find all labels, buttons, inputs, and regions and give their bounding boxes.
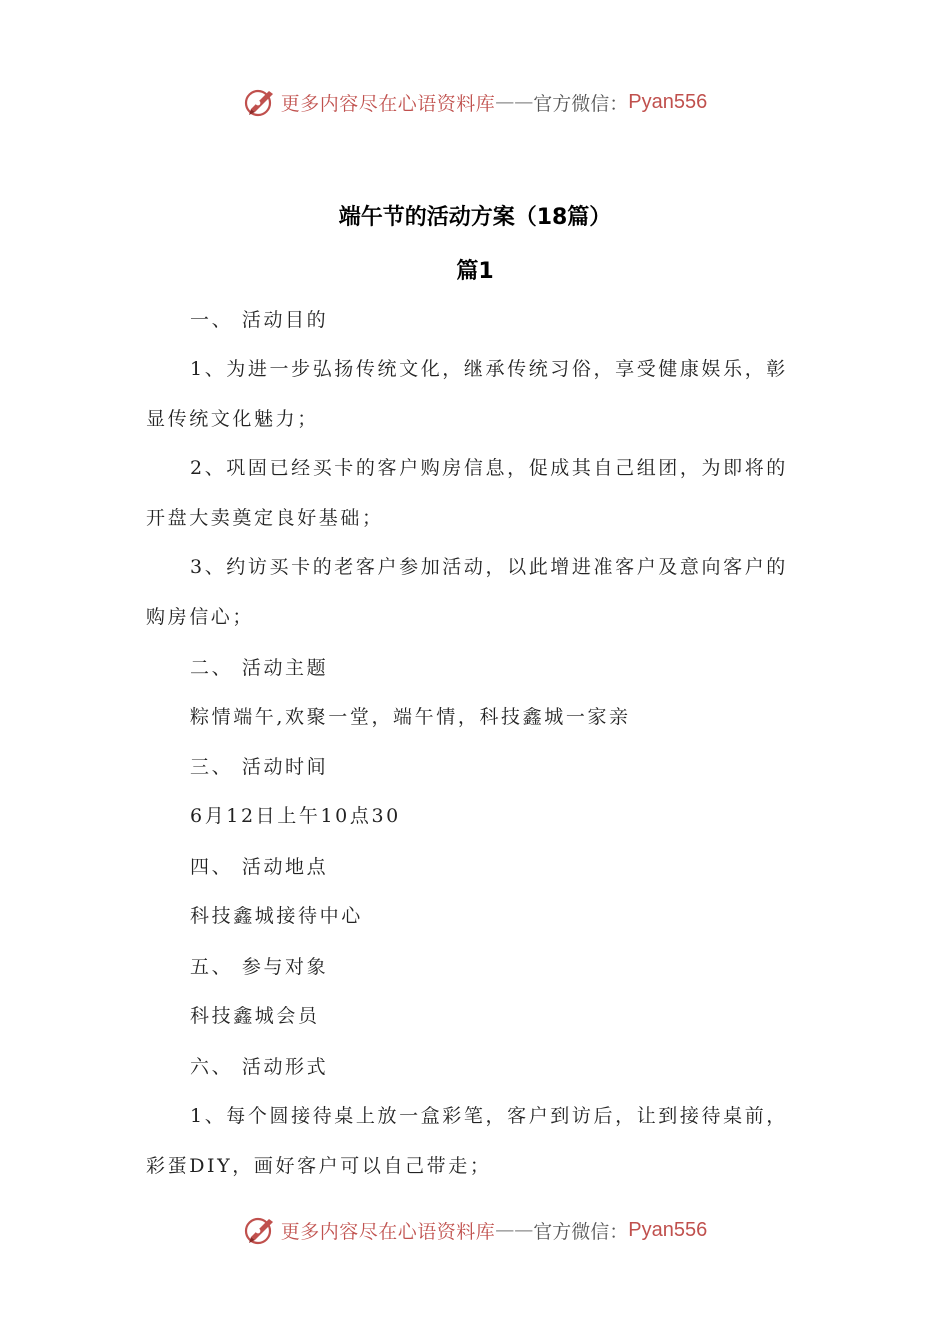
banner-separator: —— bbox=[495, 1219, 534, 1241]
document-subtitle: 篇1 bbox=[456, 259, 494, 284]
section-heading-location: 四、 活动地点 bbox=[190, 856, 329, 878]
banner-wechat-id: Pyan556 bbox=[628, 90, 708, 113]
document-title: 端午节的活动方案（18篇） bbox=[338, 205, 612, 230]
banner-text: 更多内容尽在心语资料库 bbox=[280, 1220, 496, 1243]
paragraph-line: 3、约访买卡的老客户参加活动，以此增进准客户及意向客户的 bbox=[190, 556, 788, 578]
banner-wechat-id: Pyan556 bbox=[628, 1218, 708, 1241]
paragraph-line: 1、为进一步弘扬传统文化，继承传统习俗，享受健康娱乐，彰 bbox=[190, 358, 788, 380]
section-heading-time: 三、 活动时间 bbox=[190, 756, 329, 778]
pen-logo-icon bbox=[243, 1213, 277, 1247]
paragraph-line: 1、每个圆接待桌上放一盒彩笔，客户到访后，让到接待桌前， bbox=[190, 1105, 788, 1127]
pen-logo-icon bbox=[243, 85, 277, 119]
banner-wechat-label: 官方微信： bbox=[533, 92, 629, 115]
paragraph-line: 开盘大卖奠定良好基础； bbox=[146, 507, 384, 529]
paragraph-line: 粽情端午,欢聚一堂，端午情，科技鑫城一家亲 bbox=[190, 706, 631, 728]
paragraph-line: 科技鑫城接待中心 bbox=[190, 905, 363, 927]
section-heading-theme: 二、 活动主题 bbox=[190, 657, 329, 679]
banner-wechat-label: 官方微信： bbox=[533, 1220, 629, 1243]
banner-text: 更多内容尽在心语资料库 bbox=[280, 92, 496, 115]
paragraph-line: 购房信心； bbox=[146, 606, 255, 628]
section-heading-purpose: 一、 活动目的 bbox=[190, 309, 329, 331]
section-heading-format: 六、 活动形式 bbox=[190, 1056, 329, 1078]
paragraph-line: 彩蛋DIY，画好客户可以自己带走； bbox=[146, 1155, 492, 1177]
paragraph-line: 6月12日上午10点30 bbox=[190, 805, 401, 827]
banner-separator: —— bbox=[495, 91, 534, 113]
paragraph-line: 2、巩固已经买卡的客户购房信息，促成其自己组团，为即将的 bbox=[190, 457, 788, 479]
section-heading-participants: 五、 参与对象 bbox=[190, 956, 329, 978]
header-banner bbox=[0, 82, 950, 122]
paragraph-line: 科技鑫城会员 bbox=[190, 1005, 320, 1027]
paragraph-line: 显传统文化魅力； bbox=[146, 408, 319, 430]
footer-banner bbox=[0, 1210, 950, 1250]
